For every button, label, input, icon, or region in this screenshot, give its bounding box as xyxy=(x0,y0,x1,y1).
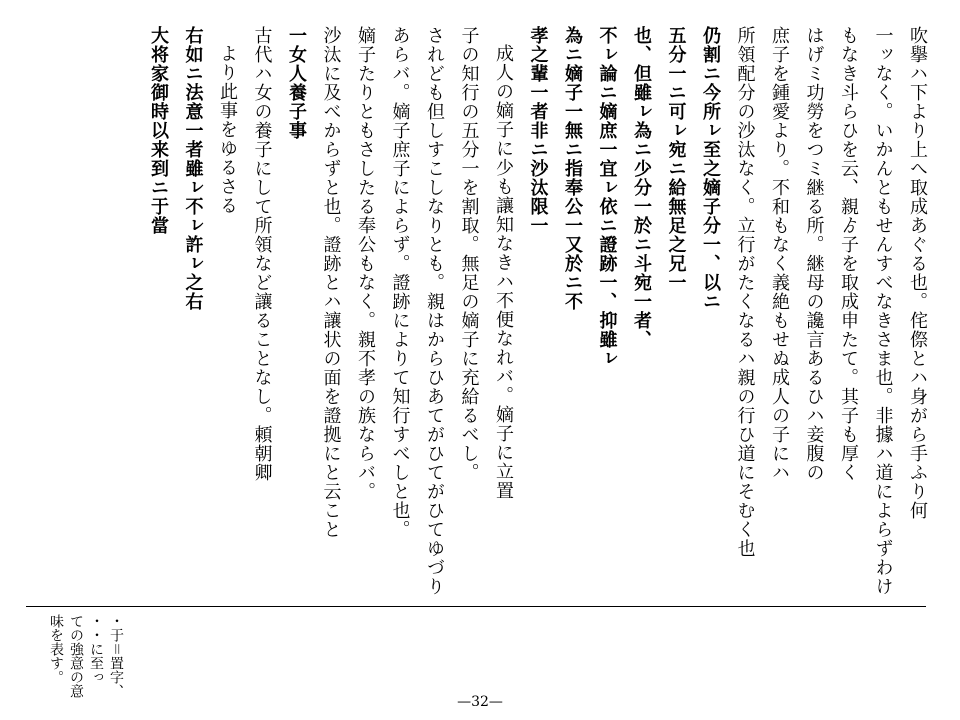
text-line: 不ㇾ論ニ嫡庶一宜ㇾ依ニ證跡一、抑雖ㇾ xyxy=(596,26,618,368)
text-line: 庶子を鍾愛より。不和もなく義絶もせぬ成人の子にハ xyxy=(769,26,790,482)
footnote-line: ・・に至っ xyxy=(88,614,104,684)
footnote-line: ・于＝置字、 xyxy=(108,614,124,698)
page-number: —32— xyxy=(457,694,503,710)
text-line: もなき斗らひを云、親ゟ子を取成申たて。其子も厚く xyxy=(838,26,859,482)
text-line: 也、但雖ㇾ為ニ少分一於ニ斗宛一者、 xyxy=(631,26,652,349)
footnote-line: ての強意の意 xyxy=(68,614,84,698)
main-text-block xyxy=(24,26,934,596)
text-line: 古代ハ女の養子にして所領など讓ることなし。頼朝卿 xyxy=(251,26,273,482)
text-line: より此事をゆるさる xyxy=(217,44,238,215)
text-line: 成人の嫡子に少も讓知なきハ不便なれバ。嫡子に立置 xyxy=(493,44,514,500)
text-line: 為ニ嫡子一無ニ指奉公一又於ニ不 xyxy=(562,26,583,311)
footnote-line: 味を表す。 xyxy=(48,614,64,684)
text-line: 大将家御時以来到ニ于當 xyxy=(148,26,169,235)
text-line: 一ッなく。いかんともせんすべなきさま也。非據ハ道によらずわけ xyxy=(872,26,894,596)
text-line: 一女人養子事 xyxy=(286,26,307,140)
text-line: されども但しすこしなりとも。親はからひあてがひてがひてゆづり xyxy=(424,26,445,596)
text-line: あらバ。嫡子庶子によらず。證跡によりて知行すべしと也。 xyxy=(389,26,411,539)
text-line: 吹擧ハ下より上へ取成あぐる也。侘傺とハ身がら手ふり何 xyxy=(907,26,928,520)
text-line: 所領配分の沙汰なく。立行がたくなるハ親の行ひ道にそむく也 xyxy=(734,26,756,558)
text-line: 子の知行の五分一を割取。無足の嫡子に充給るべし。 xyxy=(458,26,480,482)
text-line: はげミ功勞をつミ継る所。継母の讒言あるひハ妾腹の xyxy=(803,26,825,482)
text-line: 五分一ニ可ㇾ宛ニ給無足之兄一 xyxy=(665,26,687,292)
text-line: 嫡子たりともさしたる奉公もなく。親不孝の族ならバ。 xyxy=(355,26,376,501)
text-line: 沙汰に及べからずと也。證跡とハ讓状の面を證拠にと云こと xyxy=(320,26,342,539)
text-line: 仍割ニ今所ㇾ至之嫡子分一、以ニ xyxy=(700,26,721,311)
text-line: 孝之輩一者非ニ沙汰限一 xyxy=(527,26,549,235)
text-line: 右如ニ法意一者雖ㇾ不ㇾ許ㇾ之右 xyxy=(182,26,204,311)
footnote-divider xyxy=(26,606,926,607)
